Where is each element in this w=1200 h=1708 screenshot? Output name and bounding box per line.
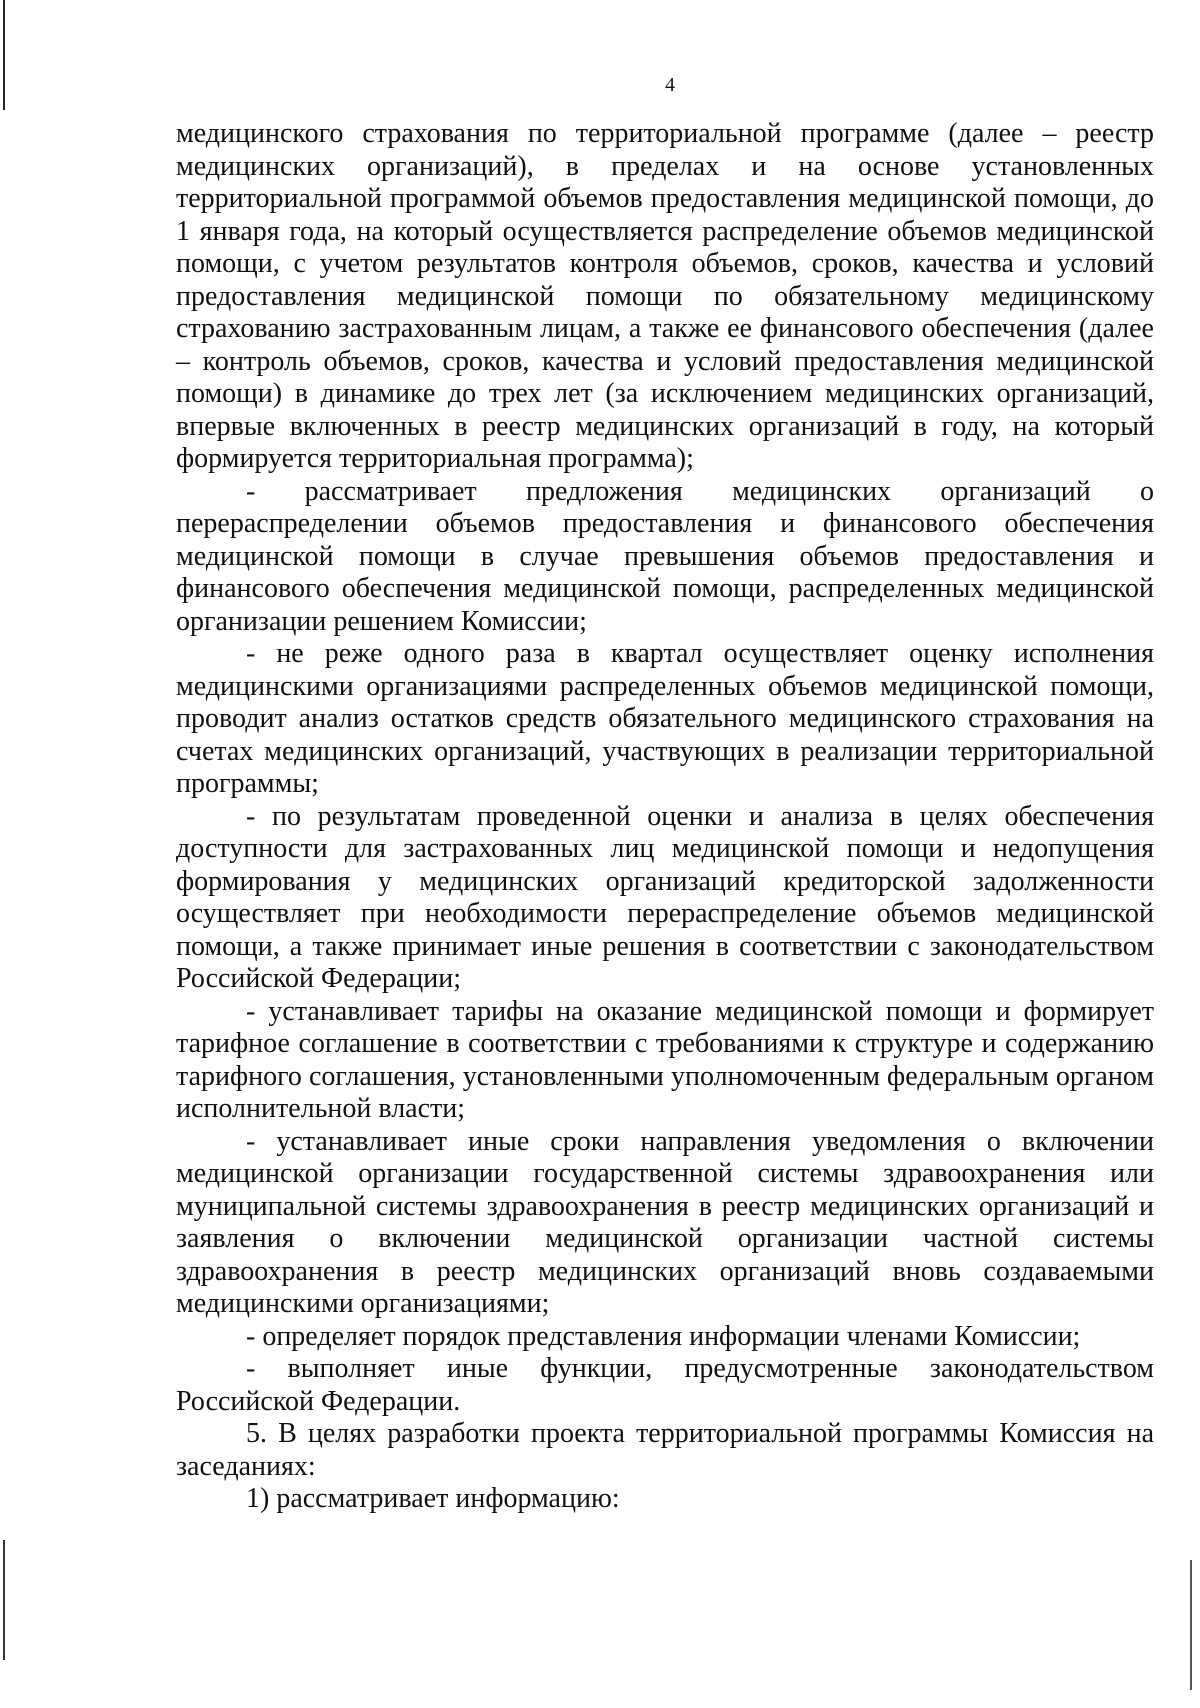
paragraph: - не реже одного раза в квартал осуществляет оценку исполнения медицинскими организациями распределенных объемов медицинской помощи, проводит анализ остатков средств обязательного медицинского страхования на счетах медицинских организаций, участвующих в реализации территориальной программы;: [176, 638, 1154, 799]
scan-edge-mark: [1190, 1560, 1192, 1690]
document-body: [176, 118, 1154, 1516]
paragraph: медицинского страхования по территориальной программе (далее – реестр медицинских организаций), в пределах и на основе установленных территориальной программой объемов предоставления медицинской помощи, до 1 января года, на который осуществляется распределение объемов медицинской помощи, с учетом результатов контроля объемов, сроков, качества и условий предоставления медицинской помощи по обязательному медицинскому страхованию застрахованным лицам, а также ее финансового обеспечения (далее – контроль объемов, сроков, качества и условий предоставления медицинской помощи) в динамике до трех лет (за исключением медицинских организаций, впервые включенных в реестр медицинских организаций в году, на который формируется территориальная программа);: [176, 118, 1154, 474]
scan-edge-mark: [3, 1540, 5, 1660]
paragraph: - по результатам проведенной оценки и анализа в целях обеспечения доступности для застрахованных лиц медицинской помощи и недопущения формирования у медицинских организаций кредиторской задолженности осуществляет при необходимости перераспределение объемов медицинской помощи, а также принимает иные решения в соответствии с законодательством Российской Федерации;: [176, 800, 1154, 994]
paragraph: 5. В целях разработки проекта территориальной программы Комиссия на заседаниях:: [176, 1418, 1154, 1482]
paragraph: 1) рассматривает информацию:: [246, 1483, 620, 1514]
paragraph: - устанавливает иные сроки направления уведомления о включении медицинской организации государственной системы здравоохранения или муниципальной системы здравоохранения в реестр медицинских организаций и заявления о включении медицинской организации частной системы здравоохранения в реестр медицинских организаций вновь создаваемыми медицинскими организациями;: [176, 1125, 1154, 1319]
paragraph: - рассматривает предложения медицинских организаций о перераспределении объемов предоставления и финансового обеспечения медицинской помощи в случае превышения объемов предоставления и финансового обеспечения медицинской помощи, распределенных медицинской организации решением Комиссии;: [176, 475, 1154, 637]
page-number: 4: [665, 74, 675, 96]
paragraph: - определяет порядок представления информации членами Комиссии;: [246, 1320, 1081, 1352]
paragraph: - устанавливает тарифы на оказание медицинской помощи и формирует тарифное соглашение в соответствии с требованиями к структуре и содержанию тарифного соглашения, установленными уполномоченным федеральным органом исполнительной власти;: [176, 995, 1154, 1124]
paragraph: - выполняет иные функции, предусмотренные законодательством Российской Федерации.: [176, 1353, 1154, 1417]
